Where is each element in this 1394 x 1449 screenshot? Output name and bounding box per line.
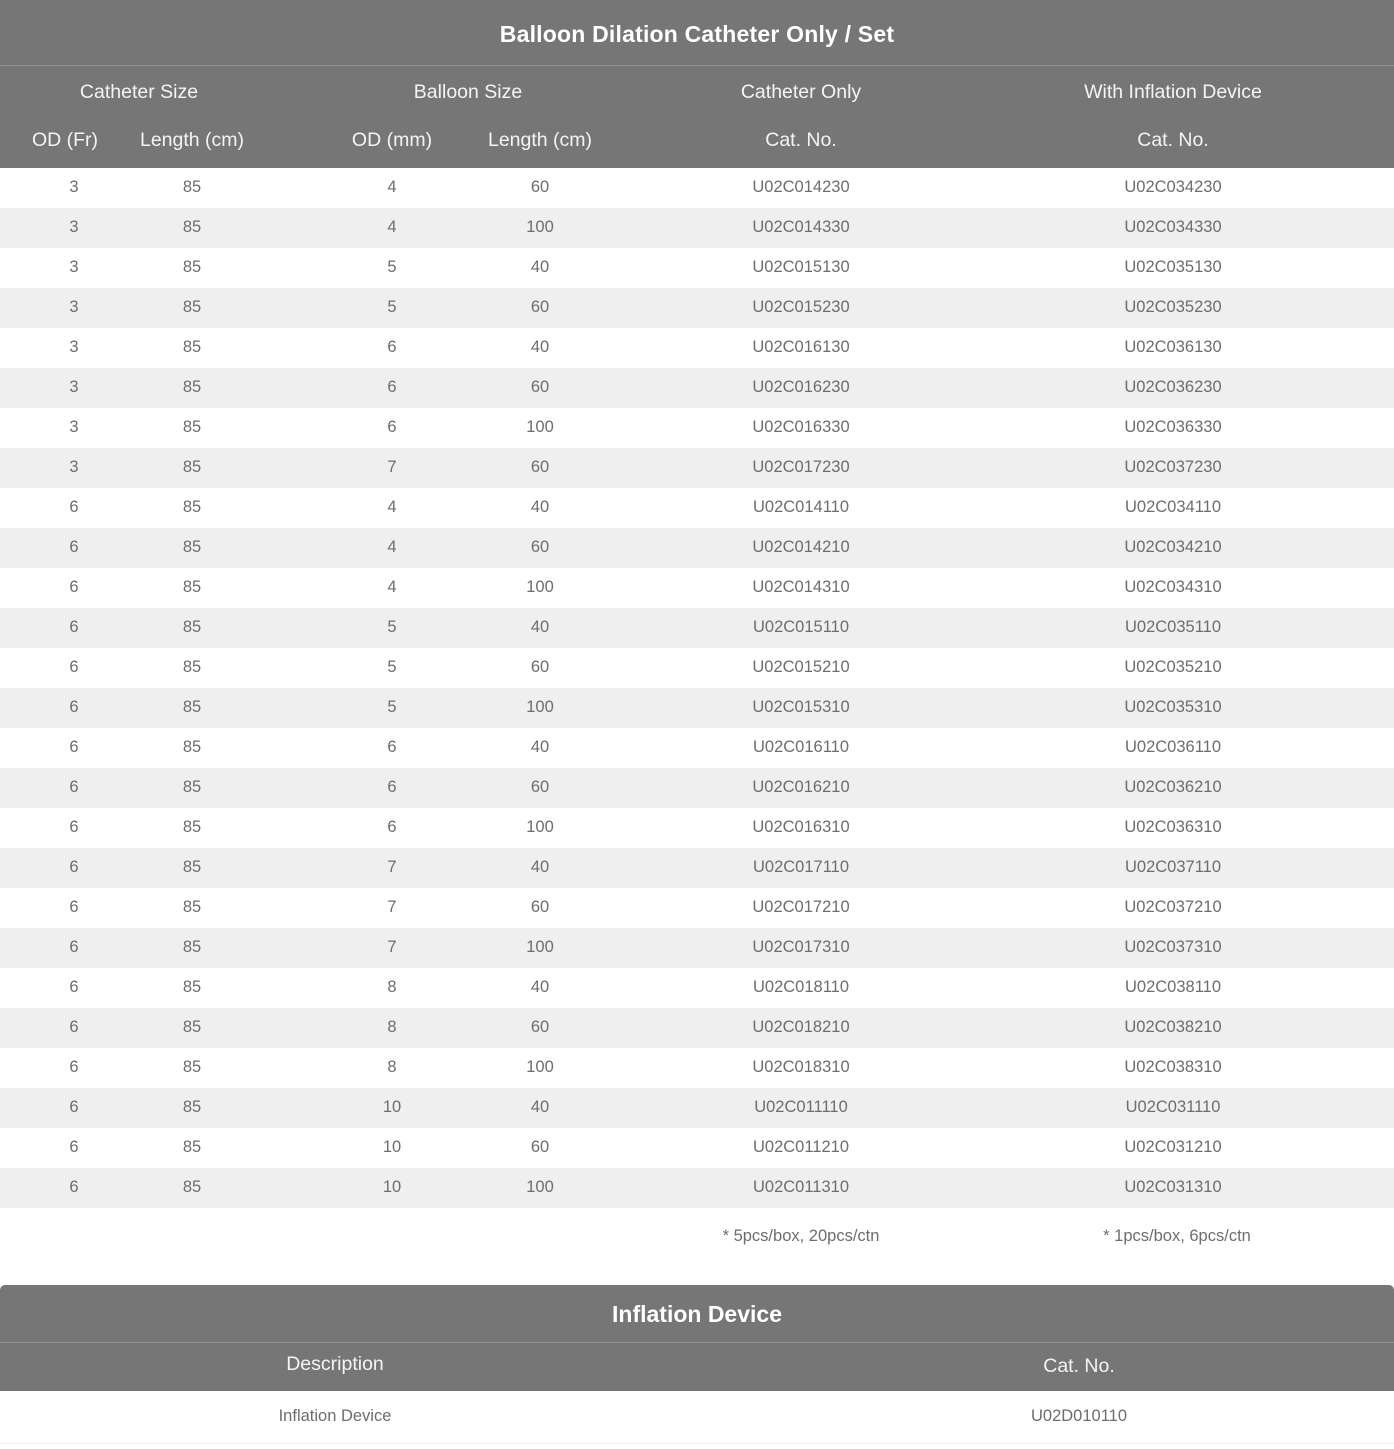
balloon-length-cell: 60	[530, 898, 550, 916]
od-fr-cell: 3	[69, 338, 79, 356]
table-row	[0, 928, 1394, 968]
cat-no-inflation-cell: U02C034110	[1124, 498, 1222, 516]
balloon-length-cell: 60	[530, 378, 550, 396]
cat-no-inflation-cell: U02C036230	[1124, 378, 1222, 396]
cat-no-catheter-cell: U02C011210	[752, 1138, 850, 1156]
cat-no-inflation-cell: U02C034210	[1124, 538, 1222, 556]
od-fr-cell: 3	[69, 298, 79, 316]
balloon-length-cell: 40	[530, 1098, 550, 1116]
description-cell: Inflation Device	[278, 1407, 392, 1425]
balloon-length-cell: 100	[526, 818, 554, 836]
balloon-length-cell: 60	[530, 178, 550, 196]
od-mm-cell: 7	[387, 898, 397, 916]
cat-no-catheter-cell: U02C011110	[754, 1098, 848, 1116]
cat-no-cell: U02D010110	[1030, 1407, 1128, 1425]
catheter-length-cell: 85	[182, 538, 202, 556]
od-mm-cell: 6	[387, 378, 397, 396]
od-fr-cell: 6	[69, 538, 79, 556]
cat-no-inflation-cell: U02C036310	[1124, 818, 1222, 836]
cat-no-inflation-cell: U02C037230	[1124, 458, 1222, 476]
table-row	[0, 728, 1394, 768]
group-header-balloon-size: Balloon Size	[413, 81, 523, 103]
catheter-table-title: Balloon Dilation Catheter Only / Set	[0, 0, 1394, 66]
table-row	[0, 488, 1394, 528]
cat-no-catheter-cell: U02C015210	[752, 658, 850, 676]
balloon-length-cell: 40	[530, 978, 550, 996]
od-mm-cell: 7	[387, 938, 397, 956]
cat-no-inflation-cell: U02C036210	[1124, 778, 1222, 796]
table-row	[0, 288, 1394, 328]
cat-no-catheter-cell: U02C014230	[752, 178, 850, 196]
group-header-catheter-size: Catheter Size	[79, 81, 199, 103]
table-row	[0, 368, 1394, 408]
catheter-length-cell: 85	[182, 1058, 202, 1076]
od-fr-cell: 6	[69, 1018, 79, 1036]
catheter-table-header	[0, 0, 1394, 168]
catheter-length-cell: 85	[182, 178, 202, 196]
cat-no-inflation-cell: U02C031210	[1124, 1138, 1222, 1156]
od-mm-cell: 8	[387, 1058, 397, 1076]
catheter-length-cell: 85	[182, 1018, 202, 1036]
table-row	[0, 328, 1394, 368]
od-fr-cell: 6	[69, 898, 79, 916]
od-fr-cell: 3	[69, 258, 79, 276]
cat-no-inflation-cell: U02C034230	[1124, 178, 1222, 196]
catheter-length-cell: 85	[182, 898, 202, 916]
cat-no-inflation-cell: U02C037110	[1124, 858, 1222, 876]
catheter-length-cell: 85	[182, 938, 202, 956]
od-mm-cell: 6	[387, 738, 397, 756]
balloon-length-cell: 40	[530, 258, 550, 276]
cat-no-inflation-cell: U02C036330	[1124, 418, 1222, 436]
od-mm-cell: 4	[387, 178, 397, 196]
table-row	[0, 1008, 1394, 1048]
catheter-length-cell: 85	[182, 658, 202, 676]
inflation-device-table	[0, 1285, 1394, 1444]
od-fr-cell: 6	[69, 698, 79, 716]
balloon-length-cell: 100	[526, 1058, 554, 1076]
catheter-length-cell: 85	[182, 858, 202, 876]
cat-no-inflation-cell: U02C038310	[1124, 1058, 1222, 1076]
catheter-length-cell: 85	[182, 458, 202, 476]
cat-no-catheter-cell: U02C016310	[752, 818, 850, 836]
cat-no-catheter-cell: U02C017230	[752, 458, 850, 476]
balloon-length-cell: 100	[526, 698, 554, 716]
catheter-length-cell: 85	[182, 738, 202, 756]
balloon-length-cell: 60	[530, 298, 550, 316]
od-mm-cell: 10	[382, 1138, 402, 1156]
od-fr-cell: 6	[69, 818, 79, 836]
table-row	[0, 1128, 1394, 1168]
cat-no-catheter-cell: U02C016210	[752, 778, 850, 796]
cat-no-catheter-cell: U02C015230	[752, 298, 850, 316]
catheter-length-cell: 85	[182, 978, 202, 996]
table-row	[0, 648, 1394, 688]
table-row	[0, 408, 1394, 448]
cat-no-inflation-cell: U02C031110	[1125, 1098, 1221, 1116]
inflation-header-row	[0, 1343, 1394, 1391]
od-fr-cell: 3	[69, 178, 79, 196]
balloon-length-cell: 60	[530, 778, 550, 796]
sub-header-cat-no-inflation: Cat. No.	[1137, 129, 1209, 151]
sub-header-row	[0, 119, 1394, 168]
od-fr-cell: 6	[69, 938, 79, 956]
od-fr-cell: 6	[69, 1138, 79, 1156]
group-header-row	[0, 66, 1394, 119]
sub-header-od-mm: OD (mm)	[351, 129, 433, 151]
cat-no-inflation-cell: U02C035230	[1124, 298, 1222, 316]
od-mm-cell: 6	[387, 818, 397, 836]
cat-no-catheter-cell: U02C015110	[752, 618, 850, 636]
od-mm-cell: 8	[387, 978, 397, 996]
table-row	[0, 968, 1394, 1008]
table-row	[0, 208, 1394, 248]
cat-no-inflation-cell: U02C037310	[1124, 938, 1222, 956]
catheter-length-cell: 85	[182, 778, 202, 796]
od-fr-cell: 6	[69, 1098, 79, 1116]
table-row	[0, 168, 1394, 208]
cat-no-inflation-cell: U02C031310	[1124, 1178, 1222, 1196]
cat-no-inflation-cell: U02C035210	[1124, 658, 1222, 676]
cat-no-inflation-cell: U02C035130	[1124, 258, 1222, 276]
od-fr-cell: 3	[69, 378, 79, 396]
balloon-length-cell: 100	[526, 418, 554, 436]
od-fr-cell: 6	[69, 1178, 79, 1196]
group-header-catheter-only: Catheter Only	[740, 81, 862, 103]
balloon-length-cell: 100	[526, 1178, 554, 1196]
catheter-length-cell: 85	[182, 338, 202, 356]
cat-no-catheter-cell: U02C018310	[752, 1058, 850, 1076]
cat-no-catheter-cell: U02C015130	[752, 258, 850, 276]
balloon-length-cell: 60	[530, 658, 550, 676]
cat-no-catheter-cell: U02C014310	[752, 578, 850, 596]
table-row	[0, 448, 1394, 488]
table-row	[0, 248, 1394, 288]
od-fr-cell: 6	[69, 1058, 79, 1076]
balloon-length-cell: 60	[530, 1138, 550, 1156]
od-fr-cell: 6	[69, 578, 79, 596]
od-mm-cell: 6	[387, 778, 397, 796]
balloon-length-cell: 40	[530, 738, 550, 756]
od-fr-cell: 3	[69, 458, 79, 476]
balloon-length-cell: 60	[530, 538, 550, 556]
cat-no-catheter-cell: U02C016130	[752, 338, 850, 356]
table-row	[0, 808, 1394, 848]
catheter-length-cell: 85	[182, 818, 202, 836]
table-row	[0, 1391, 1394, 1444]
od-mm-cell: 6	[387, 338, 397, 356]
od-mm-cell: 7	[387, 458, 397, 476]
catheter-length-cell: 85	[182, 378, 202, 396]
catheter-length-cell: 85	[182, 578, 202, 596]
od-mm-cell: 5	[387, 658, 397, 676]
od-mm-cell: 8	[387, 1018, 397, 1036]
cat-no-catheter-cell: U02C011310	[752, 1178, 850, 1196]
od-mm-cell: 7	[387, 858, 397, 876]
table-row	[0, 888, 1394, 928]
cat-no-inflation-cell: U02C036130	[1124, 338, 1222, 356]
inflation-device-table-header	[0, 1285, 1394, 1391]
cat-no-catheter-cell: U02C016110	[752, 738, 850, 756]
catheter-length-cell: 85	[182, 298, 202, 316]
od-fr-cell: 6	[69, 738, 79, 756]
balloon-length-cell: 40	[530, 498, 550, 516]
balloon-length-cell: 100	[526, 578, 554, 596]
sub-header-cat-no-catheter: Cat. No.	[765, 129, 837, 151]
od-mm-cell: 5	[387, 258, 397, 276]
od-fr-cell: 6	[69, 658, 79, 676]
cat-no-inflation-cell: U02C038110	[1124, 978, 1222, 996]
catheter-length-cell: 85	[182, 218, 202, 236]
od-mm-cell: 4	[387, 498, 397, 516]
balloon-length-cell: 60	[530, 1018, 550, 1036]
catheter-length-cell: 85	[182, 1098, 202, 1116]
cat-no-inflation-cell: U02C034330	[1124, 218, 1222, 236]
catheter-length-cell: 85	[182, 1178, 202, 1196]
cat-no-catheter-cell: U02C018210	[752, 1018, 850, 1036]
cat-no-inflation-cell: U02C036110	[1124, 738, 1222, 756]
note-catheter-only: * 5pcs/box, 20pcs/ctn	[722, 1227, 880, 1245]
od-fr-cell: 6	[69, 858, 79, 876]
cat-no-catheter-cell: U02C016330	[752, 418, 850, 436]
cat-no-inflation-cell: U02C035310	[1124, 698, 1222, 716]
inflation-device-title: Inflation Device	[0, 1285, 1394, 1343]
od-mm-cell: 5	[387, 618, 397, 636]
cat-no-catheter-cell: U02C015310	[752, 698, 850, 716]
catheter-length-cell: 85	[182, 418, 202, 436]
header-description: Description	[286, 1353, 384, 1375]
balloon-length-cell: 60	[530, 458, 550, 476]
table-row	[0, 1168, 1394, 1208]
od-mm-cell: 10	[382, 1098, 402, 1116]
balloon-length-cell: 40	[530, 618, 550, 636]
note-with-inflation-device: * 1pcs/box, 6pcs/ctn	[1103, 1227, 1251, 1245]
cat-no-catheter-cell: U02C017210	[752, 898, 850, 916]
balloon-length-cell: 40	[530, 858, 550, 876]
cat-no-catheter-cell: U02C014330	[752, 218, 850, 236]
packaging-notes	[0, 1208, 1394, 1285]
table-row	[0, 528, 1394, 568]
od-mm-cell: 6	[387, 418, 397, 436]
cat-no-catheter-cell: U02C017310	[752, 938, 850, 956]
od-mm-cell: 4	[387, 578, 397, 596]
cat-no-catheter-cell: U02C018110	[752, 978, 850, 996]
cat-no-inflation-cell: U02C034310	[1124, 578, 1222, 596]
table-row	[0, 848, 1394, 888]
cat-no-catheter-cell: U02C014110	[752, 498, 850, 516]
sub-header-balloon-length: Length (cm)	[487, 129, 593, 151]
od-mm-cell: 4	[387, 218, 397, 236]
group-header-with-inflation-device: With Inflation Device	[1084, 81, 1262, 103]
od-fr-cell: 6	[69, 978, 79, 996]
od-fr-cell: 3	[69, 218, 79, 236]
table-row	[0, 768, 1394, 808]
catheter-length-cell: 85	[182, 258, 202, 276]
table-row	[0, 1048, 1394, 1088]
od-mm-cell: 5	[387, 698, 397, 716]
cat-no-catheter-cell: U02C016230	[752, 378, 850, 396]
od-fr-cell: 6	[69, 778, 79, 796]
od-mm-cell: 10	[382, 1178, 402, 1196]
catheter-length-cell: 85	[182, 1138, 202, 1156]
od-fr-cell: 6	[69, 618, 79, 636]
catheter-table-body	[0, 168, 1394, 1208]
sub-header-od-fr: OD (Fr)	[31, 129, 99, 151]
cat-no-inflation-cell: U02C037210	[1124, 898, 1222, 916]
table-row	[0, 608, 1394, 648]
catheter-length-cell: 85	[182, 498, 202, 516]
od-mm-cell: 4	[387, 538, 397, 556]
cat-no-inflation-cell: U02C038210	[1124, 1018, 1222, 1036]
od-fr-cell: 6	[69, 498, 79, 516]
cat-no-catheter-cell: U02C017110	[752, 858, 850, 876]
catheter-length-cell: 85	[182, 698, 202, 716]
table-row	[0, 568, 1394, 608]
cat-no-inflation-cell: U02C035110	[1124, 618, 1222, 636]
od-fr-cell: 3	[69, 418, 79, 436]
balloon-length-cell: 100	[526, 938, 554, 956]
od-mm-cell: 5	[387, 298, 397, 316]
balloon-length-cell: 40	[530, 338, 550, 356]
sub-header-catheter-length: Length (cm)	[139, 129, 245, 151]
header-cat-no: Cat. No.	[1043, 1355, 1115, 1377]
cat-no-catheter-cell: U02C014210	[752, 538, 850, 556]
table-row	[0, 1088, 1394, 1128]
balloon-length-cell: 100	[526, 218, 554, 236]
catheter-length-cell: 85	[182, 618, 202, 636]
table-row	[0, 688, 1394, 728]
